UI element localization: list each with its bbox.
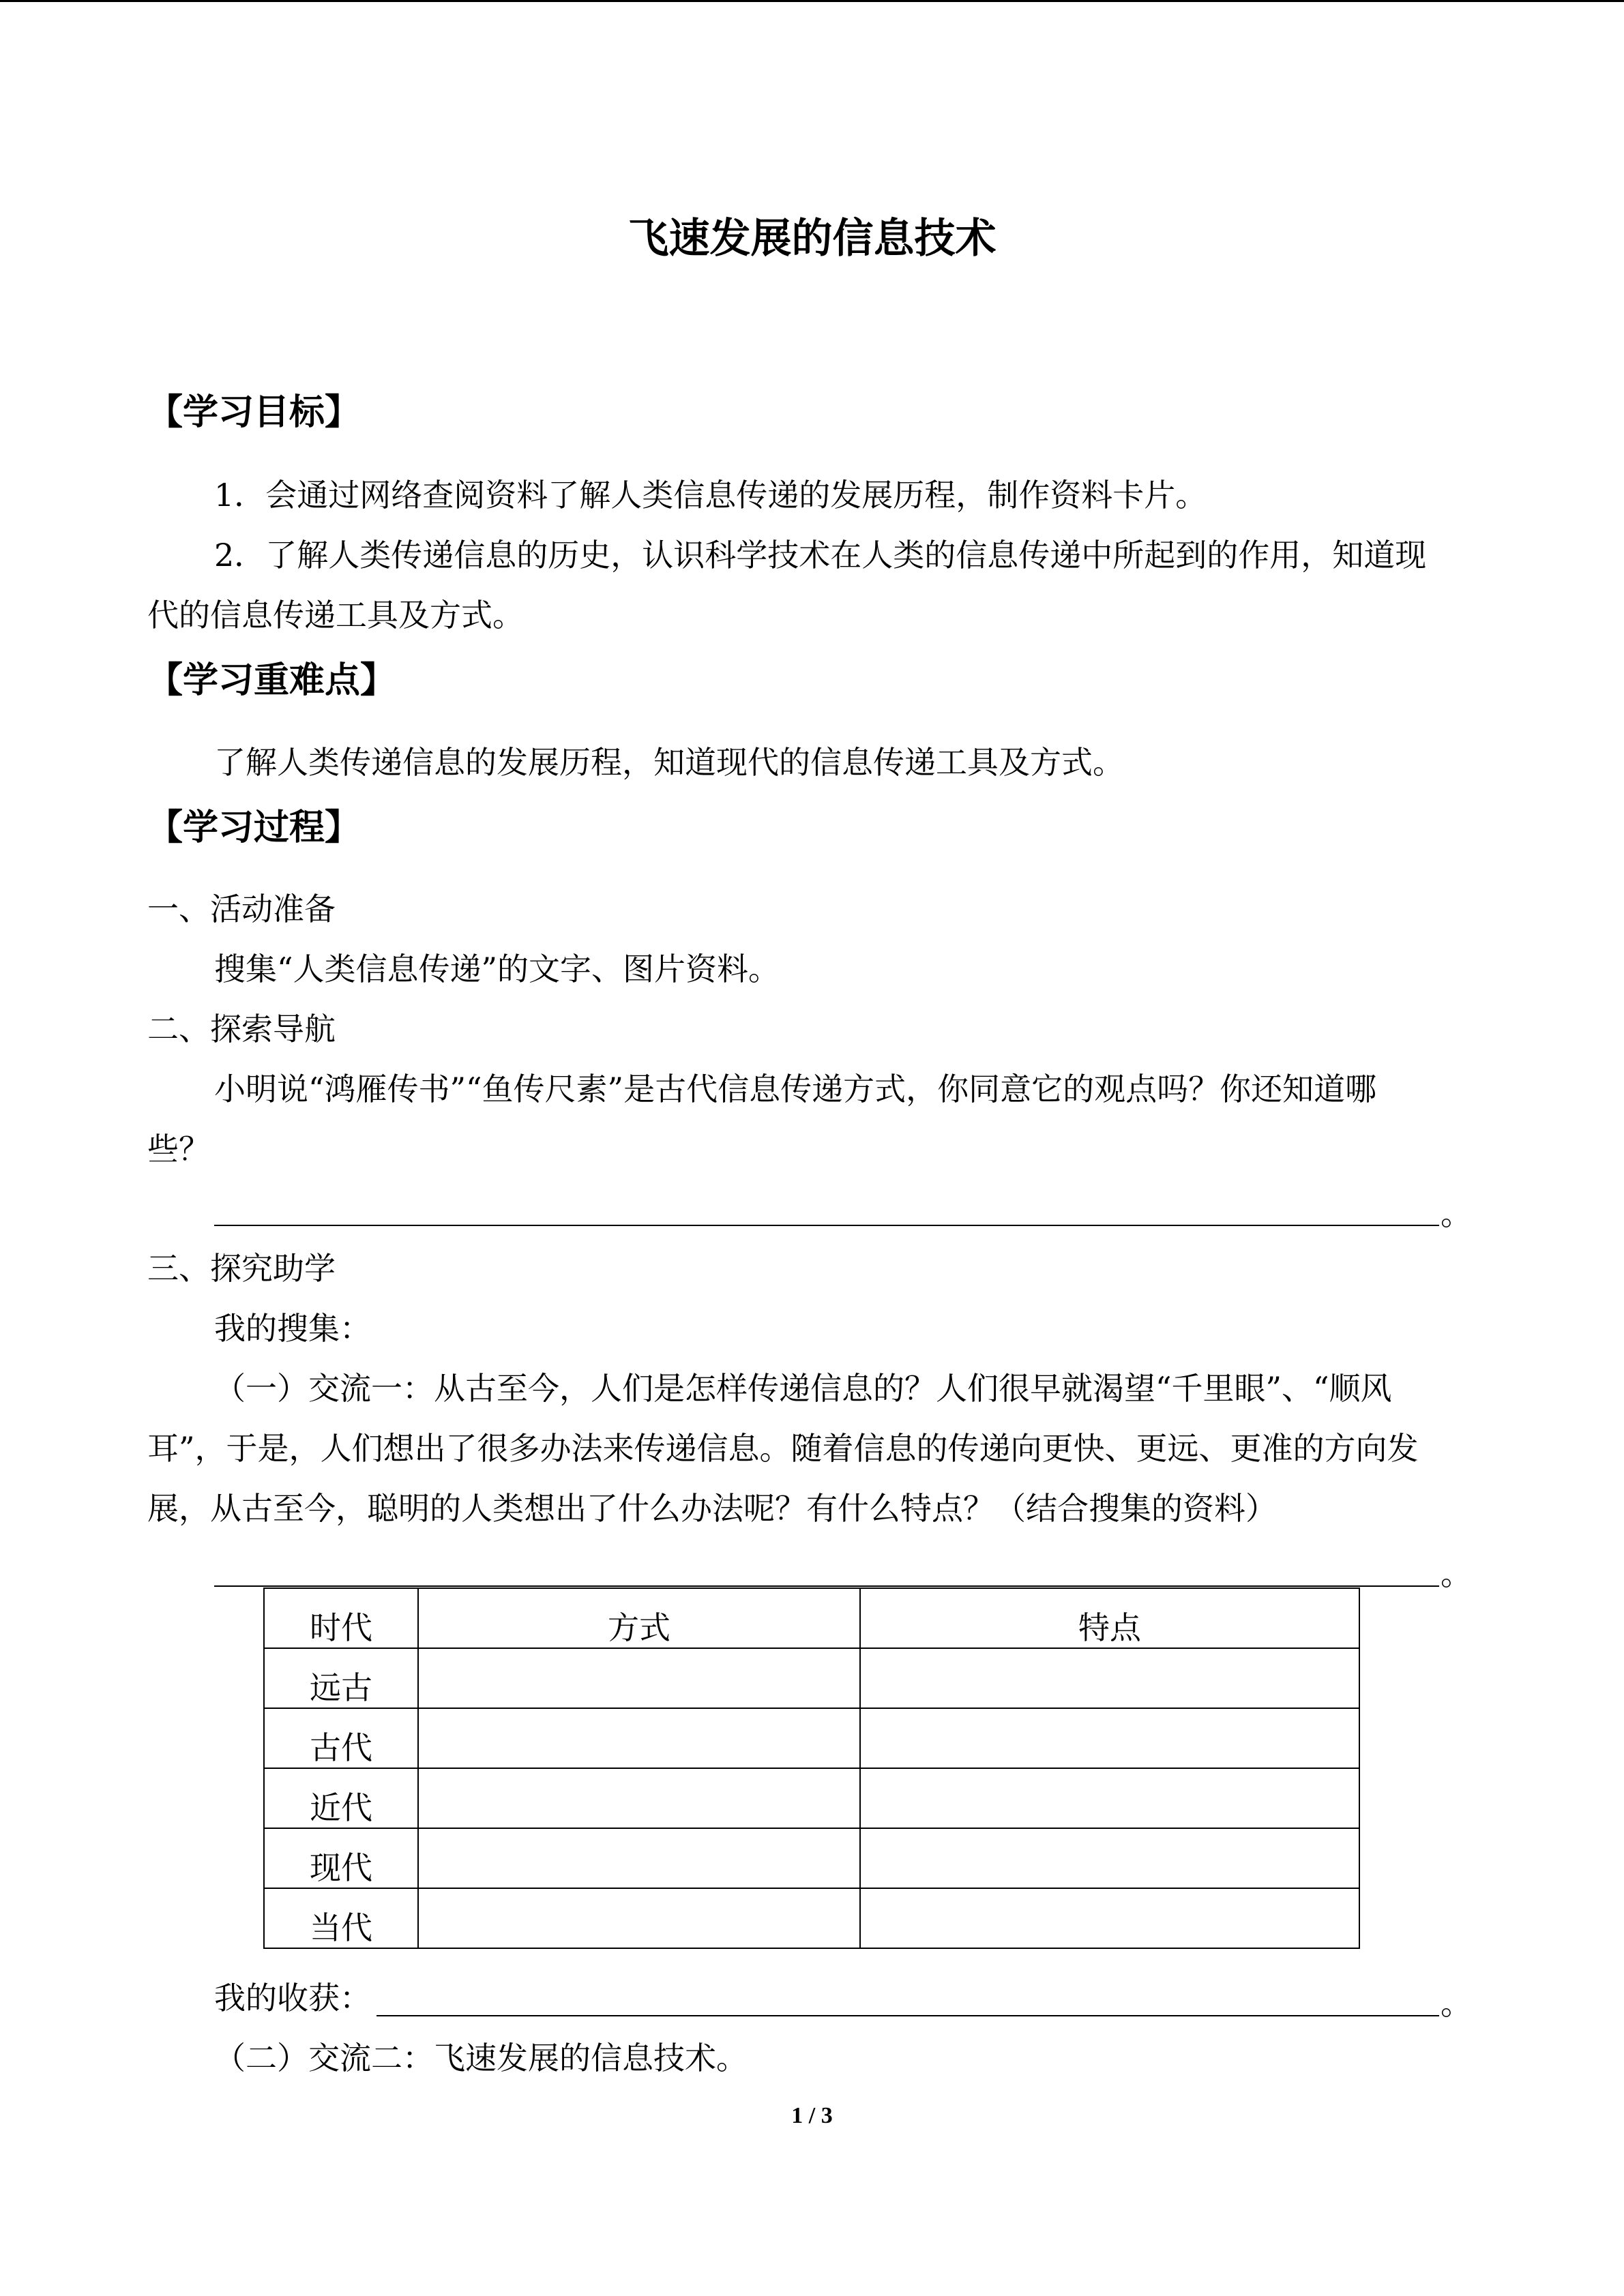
method-input-cell[interactable] [418, 1828, 860, 1888]
part-1-text: 搜集“人类信息传递”的文字、图片资料。 [214, 951, 780, 987]
feature-input-cell[interactable] [860, 1648, 1359, 1708]
section-heading-key-points: 【学习重难点】 [147, 660, 396, 701]
table-row [264, 1888, 1359, 1948]
table-header-row [264, 1588, 1359, 1648]
method-input-cell[interactable] [418, 1768, 860, 1828]
method-input-cell[interactable] [418, 1648, 860, 1708]
exchange-1-line-3: 展，从古至今，聪明的人类想出了什么办法呢？有什么特点？（结合搜集的资料） [147, 1490, 1277, 1527]
feature-input-cell[interactable] [860, 1888, 1359, 1948]
era-cell: 远古 [264, 1648, 418, 1708]
info-transmission-table [263, 1587, 1360, 1949]
table-row [264, 1828, 1359, 1888]
part-2-text-line-2: 些？ [147, 1131, 210, 1167]
part-3-title: 三、探究助学 [147, 1250, 336, 1287]
part-2-text-line-1: 小明说“鸿雁传书”“鱼传尺素”是古代信息传递方式，你同意它的观点吗？你还知道哪 [214, 1071, 1377, 1107]
my-gain-label: 我的收获： [214, 1980, 371, 2016]
method-input-cell[interactable] [418, 1708, 860, 1768]
exchange-2-title: （二）交流二：飞速发展的信息技术。 [214, 2040, 748, 2076]
exchange-1-line-2: 耳”，于是，人们想出了很多办法来传递信息。随着信息的传递向更快、更远、更准的方向发 [147, 1430, 1419, 1467]
section-heading-goals: 【学习目标】 [147, 392, 361, 433]
answer-blank-line-1[interactable] [214, 1225, 1439, 1226]
my-collection-label: 我的搜集： [214, 1310, 371, 1347]
part-1-title: 一、活动准备 [147, 891, 336, 927]
exchange-1-line-1: （一）交流一：从古至今，人们是怎样传递信息的？人们很早就渴望“千里眼”、“顺风 [214, 1370, 1392, 1407]
table-header-cell: 特点 [860, 1588, 1359, 1648]
part-2-title: 二、探索导航 [147, 1011, 336, 1047]
table-header-cell: 时代 [264, 1588, 418, 1648]
goal-item-2-line-1: 2．了解人类传递信息的历史，认识科学技术在人类的信息传递中所起到的作用，知道现 [214, 537, 1427, 573]
key-points-text: 了解人类传递信息的发展历程，知道现代的信息传递工具及方式。 [214, 744, 1124, 781]
answer-line-2-period: 。 [1441, 1555, 1472, 1592]
table-row [264, 1708, 1359, 1768]
feature-input-cell[interactable] [860, 1768, 1359, 1828]
section-heading-process: 【学习过程】 [147, 807, 361, 848]
goal-item-2-line-2: 代的信息传递工具及方式。 [147, 597, 524, 633]
page-title: 飞速发展的信息技术 [628, 215, 996, 263]
page-number: 1 / 3 [791, 2103, 833, 2128]
table-header-cell: 方式 [418, 1588, 860, 1648]
method-input-cell[interactable] [418, 1888, 860, 1948]
answer-line-3-period: 。 [1441, 1985, 1472, 2022]
answer-blank-line-3[interactable] [377, 2015, 1439, 2016]
era-cell: 当代 [264, 1888, 418, 1948]
feature-input-cell[interactable] [860, 1708, 1359, 1768]
era-cell: 现代 [264, 1828, 418, 1888]
era-cell: 古代 [264, 1708, 418, 1768]
era-cell: 近代 [264, 1768, 418, 1828]
feature-input-cell[interactable] [860, 1828, 1359, 1888]
goal-item-1: 1．会通过网络查阅资料了解人类信息传递的发展历程，制作资料卡片。 [214, 477, 1207, 513]
answer-line-1-period: 。 [1441, 1195, 1472, 1232]
table-row [264, 1768, 1359, 1828]
answer-blank-line-2[interactable] [214, 1585, 1439, 1587]
table-row [264, 1648, 1359, 1708]
top-border-rule [0, 0, 1624, 2]
